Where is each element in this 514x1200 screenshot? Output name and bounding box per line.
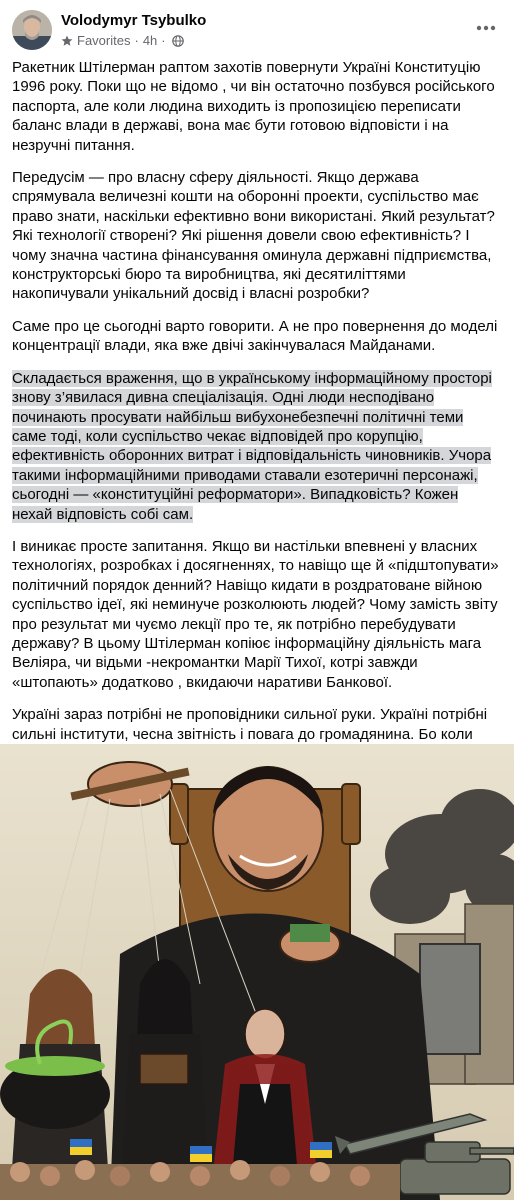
globe-icon bbox=[172, 35, 184, 47]
star-icon bbox=[61, 35, 73, 47]
post-header bbox=[0, 0, 514, 58]
author-name[interactable]: Volodymyr Tsybulko bbox=[61, 12, 207, 29]
more-horizontal-icon bbox=[476, 25, 496, 31]
post-paragraph-highlighted bbox=[12, 369, 502, 524]
spell-book bbox=[140, 1054, 188, 1084]
post-paragraph: Україні зараз потрібні не проповідники сильної руки. Україні потрібні сильні інститути, чесна звітність і повага до громадянина. Бо коли bbox=[12, 705, 502, 821]
safe-door bbox=[420, 944, 480, 1054]
post-meta bbox=[61, 32, 206, 49]
audience-label[interactable]: Favorites bbox=[77, 33, 131, 48]
meta-separator: · bbox=[161, 33, 166, 48]
post-time[interactable]: 4h bbox=[142, 33, 158, 48]
selected-text: Складається враження, що в українському інформаційному просторі знову з’явилася дивна спеціалізація. Одні люди несподівано починають просувати найбільш вибухонебезпечні політичні теми саме тоді, коли суспільство чекає відповідей про корупцію, ефективність оборонних витрат і відповідальність чиновників. Учора такими інформаційними приводами ставали езотеричні персонажі, сьогодні — «конституційні реформатори». Випадковість? Кожен нехай відповість собі сам. bbox=[12, 369, 492, 523]
post-paragraph: Передусім — про власну сферу діяльності. Якщо держава спрямувала величезні кошти на оборонні проекти, суспільство має право знати, наскільки ефективно вони використані. Який результат? Які технології створені? Які рішення довели свою ефективність? І чому значна частина фінансування оминула державні підприємства, конструкторські бюро та виробництва, які десятиліттями накопичували унікальний досвід і власні розробки? bbox=[12, 169, 495, 303]
meta-separator: · bbox=[134, 33, 139, 48]
post-image[interactable] bbox=[0, 744, 514, 1200]
money-bills bbox=[290, 924, 330, 942]
post-text bbox=[0, 58, 514, 822]
post-paragraph: Ракетник Штілерман раптом захотів повернути Україні Конституцію 1996 року. Поки що не відомо , чи він остаточно позбувся російського паспорта, але коли людина виходить із пропозицією переписати баланс влади в державі, вона має бути готовою відповісти і на незручні питання. bbox=[12, 59, 495, 154]
post-paragraph: І виникає просте запитання. Якщо ви настільки впевнені у власних технологіях, розробках і досягненнях, то навіщо ще й «підштопувати» політичний порядок денний? Навіщо кидати в роздратоване війною суспільство ідеї, які неминуче розколюють людей? Чому замість звіту про результат ми чуємо лекції про те, як потрібно перебудувати державу? В цьому Штілерман копіює інформаційну діяльність мага Веліяра, чи відьми -некромантки Марії Тихої, котрі завжди «штопають» додатково , вкидаючи наративи Банкової. bbox=[12, 537, 499, 691]
author-avatar[interactable] bbox=[12, 10, 52, 50]
crowd bbox=[0, 1160, 400, 1200]
post-paragraph: Саме про це сьогодні варто говорити. А не про повернення до моделі концентрації влади, яка вже двічі закінчувалася Майданами. bbox=[12, 317, 498, 355]
more-options-button[interactable] bbox=[472, 14, 500, 42]
author-block bbox=[61, 10, 206, 49]
